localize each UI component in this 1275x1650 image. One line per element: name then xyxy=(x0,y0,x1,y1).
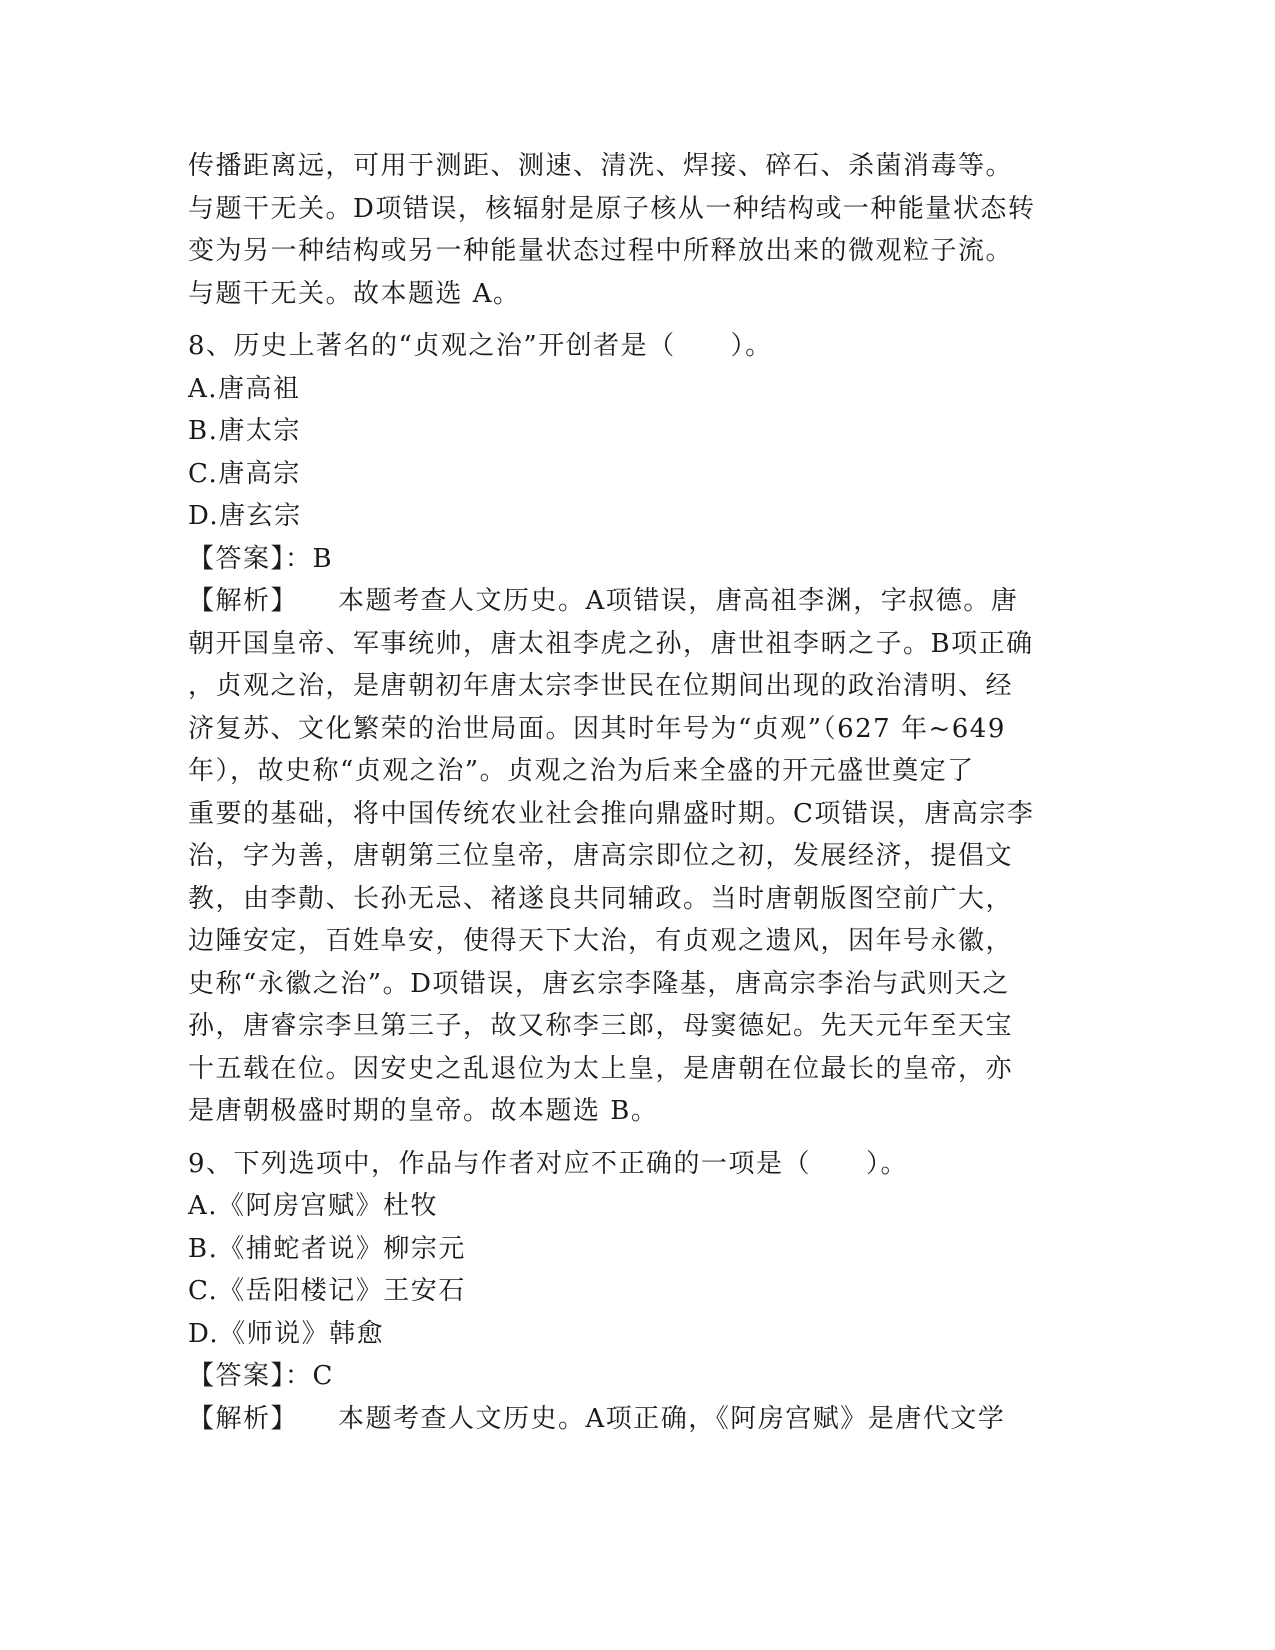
previous-analysis-continuation xyxy=(188,145,1088,315)
analysis-line: 史称“永徽之治”。D项错误，唐玄宗李隆基，唐高宗李治与武则天之 xyxy=(188,968,1010,999)
analysis-line: 朝开国皇帝、军事统帅，唐太祖李虎之孙，唐世祖李昞之子。B项正确 xyxy=(188,628,1034,659)
analysis-line: 重要的基础，将中国传统农业社会推向鼎盛时期。C项错误，唐高宗李 xyxy=(188,798,1035,829)
analysis-text: 本题考查人文历史。A项错误，唐高祖李渊，字叔德。唐 xyxy=(338,586,1019,616)
analysis-line: 孙，唐睿宗李旦第三子，故又称李三郎，母窦德妃。先天元年至天宝 xyxy=(188,1011,1014,1041)
analysis-line: 治，字为善，唐朝第三位皇帝，唐高宗即位之初，发展经济，提倡文 xyxy=(188,841,1014,871)
option-a: A.《阿房宫赋》杜牧 xyxy=(188,1191,439,1221)
continuation-line: 变为另一种结构或另一种能量状态过程中所释放出来的微观粒子流。 xyxy=(188,236,1014,266)
question-stem: 9、下列选项中，作品与作者对应不正确的一项是（ ）。 xyxy=(188,1148,909,1179)
option-b: B.《捕蛇者说》柳宗元 xyxy=(188,1233,466,1264)
analysis-line: 十五载在位。因安史之乱退位为太上皇，是唐朝在位最长的皇帝，亦 xyxy=(188,1053,1014,1084)
analysis-line: 年），故史称“贞观之治”。贞观之治为后来全盛的开元盛世奠定了 xyxy=(188,756,975,786)
analysis-line: ，贞观之治，是唐朝初年唐太宗李世民在位期间出现的政治清明、经 xyxy=(188,671,1014,701)
option-d: D.唐玄宗 xyxy=(188,501,302,531)
analysis-line: 边陲安定，百姓阜安，使得天下大治，有贞观之遗风，因年号永徽， xyxy=(188,926,1014,956)
question-9 xyxy=(188,1143,1088,1441)
spacer xyxy=(188,315,1088,325)
continuation-line: 与题干无关。故本题选 A。 xyxy=(188,278,521,309)
option-a: A.唐高祖 xyxy=(188,373,301,404)
answer-value: C xyxy=(312,1361,334,1391)
spacer xyxy=(188,1133,1088,1143)
analysis-label: 【解析】 xyxy=(188,1403,299,1434)
option-d: D.《师说》韩愈 xyxy=(188,1318,385,1349)
option-c: C.《岳阳楼记》王安石 xyxy=(188,1276,466,1306)
question-stem: 8、历史上著名的“贞观之治”开创者是（ ）。 xyxy=(188,331,773,361)
analysis-line xyxy=(188,580,1088,623)
option-c: C.唐高宗 xyxy=(188,458,301,489)
analysis-line: 济复苏、文化繁荣的治世局面。因其时年号为“贞观”（627 年~649 xyxy=(188,713,1006,744)
answer-label: 【答案】： xyxy=(188,543,313,574)
answer-line xyxy=(188,1355,1088,1398)
analysis-line: 是唐朝极盛时期的皇帝。故本题选 B。 xyxy=(188,1096,659,1126)
analysis-line: 教，由李勣、长孙无忌、褚遂良共同辅政。当时唐朝版图空前广大， xyxy=(188,883,1014,914)
answer-value: B xyxy=(312,543,334,574)
option-b: B.唐太宗 xyxy=(188,416,301,446)
analysis-line xyxy=(188,1398,1088,1441)
document-page xyxy=(188,145,1088,1440)
analysis-text: 本题考查人文历史。A项正确，《阿房宫赋》是唐代文学 xyxy=(338,1403,1006,1434)
answer-line xyxy=(188,538,1088,581)
analysis-label: 【解析】 xyxy=(188,586,299,616)
continuation-line: 传播距离远，可用于测距、测速、清洗、焊接、碎石、杀菌消毒等。 xyxy=(188,151,1014,181)
continuation-line: 与题干无关。D项错误，核辐射是原子核从一种结构或一种能量状态转 xyxy=(188,193,1036,224)
answer-label: 【答案】： xyxy=(188,1361,313,1391)
question-8 xyxy=(188,325,1088,1133)
